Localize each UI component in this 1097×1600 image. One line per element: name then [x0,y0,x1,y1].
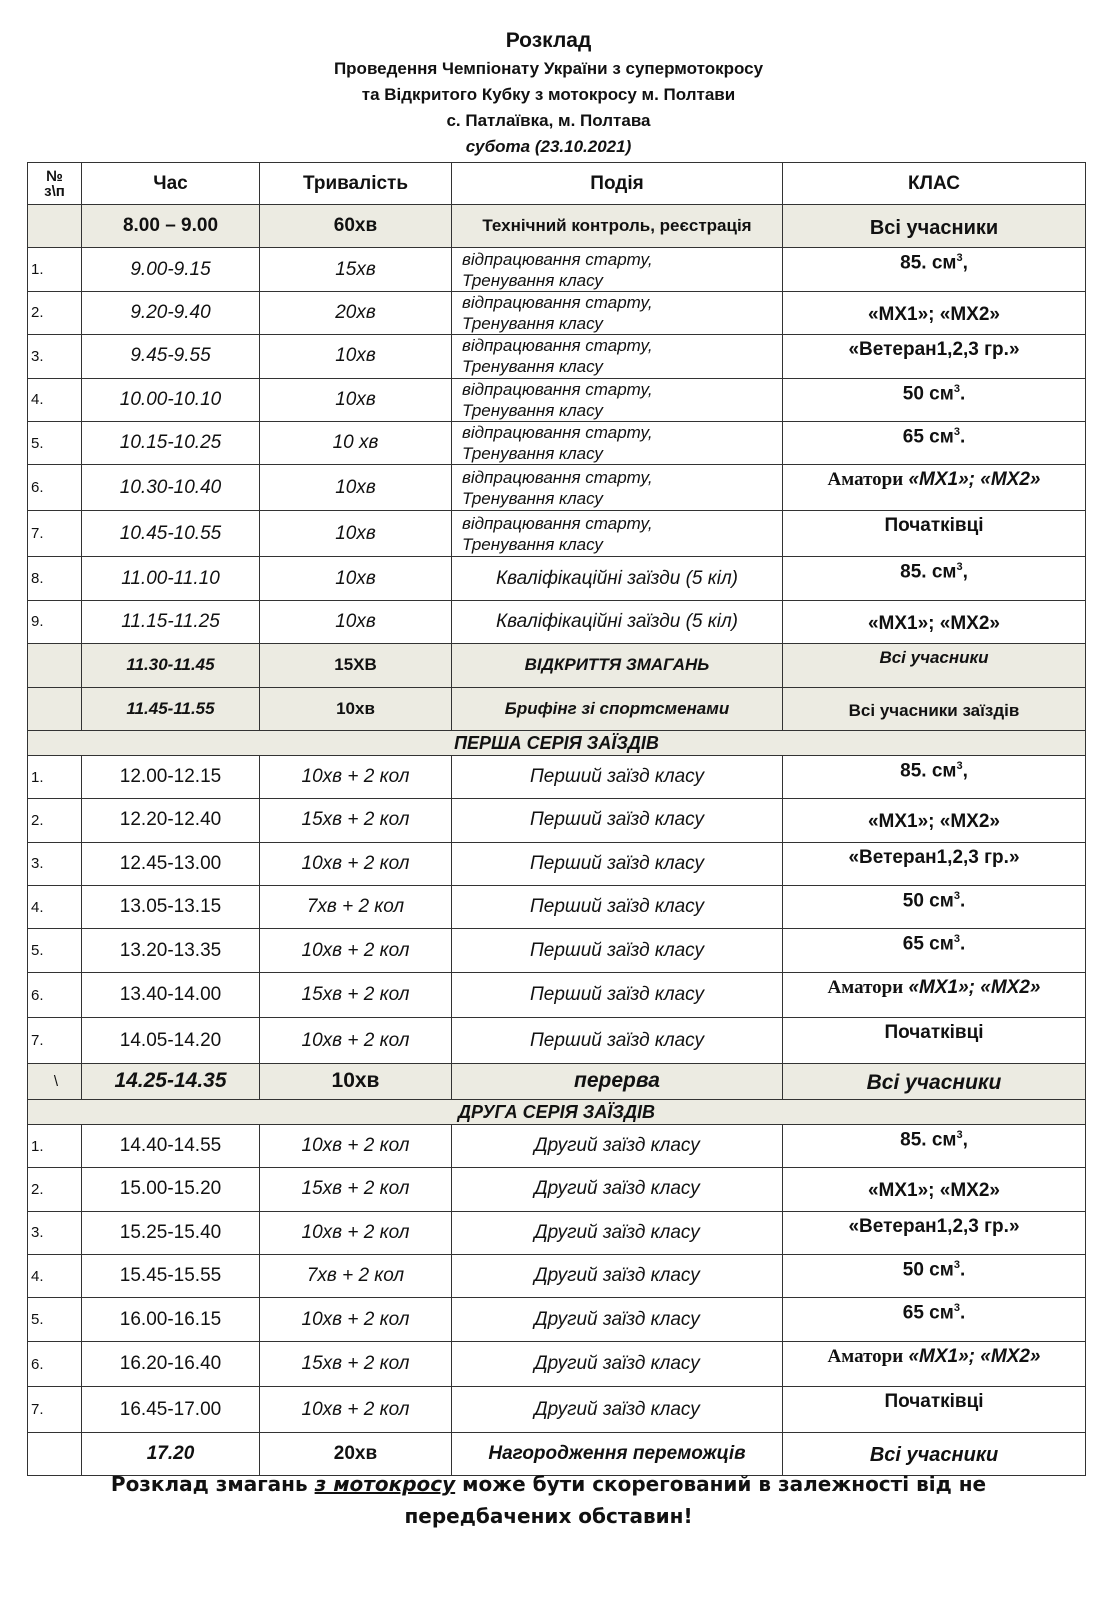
row-time: 13.40-14.00 [82,972,260,1018]
schedule-row [28,1211,1086,1254]
row-number [28,687,82,730]
row-event: Перший заїзд класу [452,972,783,1018]
class-label: Всі учасники [869,216,999,239]
row-number: 6. [28,1341,82,1387]
column-header-number [28,163,82,205]
class-cell [783,335,1086,378]
class-cell [783,1387,1086,1433]
header-line-3: с. Патлаївка, м. Полтава [446,111,651,130]
row-event: Перший заїзд класу [452,929,783,972]
schedule-row [28,291,1086,334]
class-suffix: , [962,760,968,782]
row-number: 2. [28,291,82,334]
row-number: 7. [28,511,82,557]
row-time: 16.00-16.15 [82,1298,260,1341]
class-superscript: 3 [956,252,963,265]
row-time: 11.15-11.25 [82,600,260,643]
row-number: 3. [28,842,82,885]
class-suffix: , [962,561,968,583]
class-label: 65 см [902,933,954,955]
class-label: 65 см [902,1302,954,1324]
class-suffix: . [959,426,966,448]
row-event: Технічний контроль, реєстрація [452,205,783,248]
row-duration: 10хв [260,378,452,421]
row-number: 6. [28,465,82,511]
row-duration: 10хв [260,511,452,557]
row-event [452,421,783,464]
break-row [28,1063,1086,1099]
class-suffix: , [962,1129,968,1151]
row-duration: 10хв + 2 кол [260,929,452,972]
row-time: 12.00-12.15 [82,755,260,798]
event-line-1: відпрацювання старту, [462,467,653,487]
row-duration: 20хв [260,291,452,334]
row-event: Кваліфікаційні заїзди (5 кіл) [452,600,783,643]
row-event [452,248,783,291]
schedule-row [28,1168,1086,1211]
schedule-row [28,1387,1086,1433]
class-label: Початківці [884,515,984,537]
class-label: Початківці [884,1022,984,1044]
event-line-2: Тренування класу [462,444,603,464]
event-line-2: Тренування класу [462,270,603,290]
row-event: Другий заїзд класу [452,1255,783,1298]
row-event: ВІДКРИТТЯ ЗМАГАНЬ [452,644,783,687]
row-duration: 10хв + 2 кол [260,1018,452,1064]
row-duration: 10хв [260,600,452,643]
class-label: Всі учасники [879,648,989,668]
class-cell [783,421,1086,464]
class-cell [783,1124,1086,1167]
header-line-1: Проведення Чемпіонату України з супермотокросу [333,59,764,78]
class-superscript: 3 [953,933,960,946]
schedule-row [28,972,1086,1018]
class-label: 65 см [902,426,954,448]
class-cell [783,799,1086,842]
class-label: 50 см [902,890,954,912]
class-label: 85. см [900,760,957,782]
event-line-2: Тренування класу [462,534,603,554]
class-amateur-label: Аматори [827,1345,904,1367]
event-line-1: відпрацювання старту, [462,249,653,269]
column-header-time: Час [82,163,260,205]
row-time: 17.20 [82,1432,260,1475]
row-number: 3. [28,1211,82,1254]
row-event: Другий заїзд класу [452,1168,783,1211]
row-event: Перший заїзд класу [452,755,783,798]
class-cell: Всі учасники [783,1432,1086,1475]
row-event: Другий заїзд класу [452,1124,783,1167]
class-cell [783,929,1086,972]
event-line-2: Тренування класу [462,313,603,333]
row-number: 8. [28,557,82,600]
schedule-row [28,465,1086,511]
class-amateur-value: «МХ1»; «МХ2» [908,976,1041,998]
class-superscript: 3 [953,1302,960,1315]
row-time: 12.20-12.40 [82,799,260,842]
class-cell [783,1255,1086,1298]
schedule-row [28,687,1086,730]
class-suffix: . [959,1259,966,1281]
schedule-row [28,600,1086,643]
class-superscript: 3 [953,1259,960,1272]
class-label: «Ветеран1,2,3 гр.» [848,846,1020,868]
event-line-1: відпрацювання старту, [462,513,653,533]
row-time: 16.20-16.40 [82,1341,260,1387]
class-superscript: 3 [953,425,960,438]
row-number: 9. [28,600,82,643]
class-cell: Всі учасники [783,1063,1086,1099]
class-amateur-value: «МХ1»; «МХ2» [908,469,1041,491]
row-event: Перший заїзд класу [452,886,783,929]
class-cell [783,511,1086,557]
row-number: 1. [28,1124,82,1167]
row-event [452,511,783,557]
row-number: 7. [28,1387,82,1433]
row-event: Другий заїзд класу [452,1298,783,1341]
schedule-table [27,162,1086,1476]
row-duration: 10хв [260,1063,452,1099]
row-time: 12.45-13.00 [82,842,260,885]
series-header-row [28,730,1086,755]
event-line-1: відпрацювання старту, [462,423,653,443]
row-time: 11.00-11.10 [82,557,260,600]
row-time: 16.45-17.00 [82,1387,260,1433]
row-duration: 7хв + 2 кол [260,886,452,929]
class-label: «МХ1»; «МХ2» [867,612,1000,634]
row-number: 4. [28,1255,82,1298]
row-event: Перший заїзд класу [452,842,783,885]
class-cell [783,842,1086,885]
header-line-2: та Відкритого Кубку з мотокросу м. Полтави [361,85,736,104]
class-cell [783,291,1086,334]
class-cell [783,465,1086,511]
column-header-event: Подія [452,163,783,205]
footnote-emphasis: з мотокросу [314,1472,456,1496]
header-date: субота (23.10.2021) [465,137,632,156]
class-cell [783,600,1086,643]
row-duration: 10хв + 2 кол [260,1387,452,1433]
number-header-symbol: № [46,167,63,185]
row-time: 15.25-15.40 [82,1211,260,1254]
row-duration: 15хв + 2 кол [260,1341,452,1387]
schedule-row [28,644,1086,687]
class-suffix: . [959,933,966,955]
row-number: 5. [28,421,82,464]
class-cell [783,557,1086,600]
row-duration: 15хв + 2 кол [260,972,452,1018]
schedule-row [28,929,1086,972]
class-cell [783,972,1086,1018]
row-number: 4. [28,886,82,929]
class-cell [783,1341,1086,1387]
event-line-1: відпрацювання старту, [462,336,653,356]
footnote-text-end: може бути скорегований в залежності від не [462,1472,987,1496]
row-time: 10.15-10.25 [82,421,260,464]
row-event [452,291,783,334]
row-number: 2. [28,1168,82,1211]
footnote-line-1 [0,1468,1097,1500]
class-cell [783,1018,1086,1064]
class-cell [783,1211,1086,1254]
class-label: «МХ1»; «МХ2» [867,811,1000,833]
row-time: 15.00-15.20 [82,1168,260,1211]
class-superscript: 3 [956,561,963,574]
class-label: 85. см [900,1129,957,1151]
class-label: 50 см [902,1259,954,1281]
row-duration: 10хв + 2 кол [260,1298,452,1341]
row-duration: 20хв [260,1432,452,1475]
row-event: Другий заїзд класу [452,1387,783,1433]
class-cell [783,205,1086,248]
class-label: Початківці [884,1391,984,1413]
schedule-row [28,557,1086,600]
schedule-body [28,205,1086,1476]
column-header-class: КЛАС [783,163,1086,205]
row-duration: 10 хв [260,421,452,464]
row-duration: 15хв [260,248,452,291]
row-number [28,644,82,687]
class-label: «Ветеран1,2,3 гр.» [848,1215,1020,1237]
row-duration: 15хв + 2 кол [260,1168,452,1211]
row-event [452,378,783,421]
row-duration: 10хв [260,335,452,378]
schedule-row [28,842,1086,885]
row-time: 9.00-9.15 [82,248,260,291]
row-time: 9.45-9.55 [82,335,260,378]
schedule-row [28,1298,1086,1341]
row-number: 1. [28,755,82,798]
row-time: 13.05-13.15 [82,886,260,929]
row-duration: 10хв [260,687,452,730]
class-cell [783,755,1086,798]
schedule-row [28,248,1086,291]
class-superscript: 3 [953,382,960,395]
class-label: «МХ1»; «МХ2» [867,1180,1000,1202]
class-suffix: . [959,382,966,404]
series-header-row [28,1099,1086,1124]
schedule-row [28,886,1086,929]
row-time: 14.40-14.55 [82,1124,260,1167]
row-event [452,335,783,378]
class-cell [783,886,1086,929]
row-event: Нагородження переможців [452,1432,783,1475]
class-amateur-label: Аматори [827,976,904,998]
class-suffix: . [959,1302,966,1324]
row-event [452,465,783,511]
row-event: Кваліфікаційні заїзди (5 кіл) [452,557,783,600]
class-suffix: , [962,252,968,274]
class-cell [783,687,1086,730]
row-duration: 10хв + 2 кол [260,755,452,798]
row-event: Брифінг зі спортсменами [452,687,783,730]
row-number: 3. [28,335,82,378]
event-line-1: відпрацювання старту, [462,292,653,312]
class-label: 50 см [902,382,954,404]
row-duration: 7хв + 2 кол [260,1255,452,1298]
schedule-row [28,335,1086,378]
row-number [28,205,82,248]
row-number: 2. [28,799,82,842]
row-number: 1. [28,248,82,291]
class-cell [783,1168,1086,1211]
schedule-row [28,1018,1086,1064]
event-line-2: Тренування класу [462,488,603,508]
row-duration: 15ХВ [260,644,452,687]
row-number: 5. [28,1298,82,1341]
row-event: Другий заїзд класу [452,1341,783,1387]
schedule-row [28,1341,1086,1387]
footnote-line-2: передбачених обставин! [404,1504,693,1528]
row-number: 5. [28,929,82,972]
document-title: Розклад [505,29,592,52]
schedule-row [28,1255,1086,1298]
row-time: 11.30-11.45 [82,644,260,687]
row-time: 10.45-10.55 [82,511,260,557]
schedule-row [28,1124,1086,1167]
row-event: Перший заїзд класу [452,1018,783,1064]
row-time: 8.00 – 9.00 [82,205,260,248]
footnote-text-start: Розклад змагань [110,1472,308,1496]
class-amateur-value: «МХ1»; «МХ2» [908,1345,1041,1367]
row-duration: 10хв + 2 кол [260,1211,452,1254]
row-time: 13.20-13.35 [82,929,260,972]
event-line-2: Тренування класу [462,400,603,420]
event-line-2: Тренування класу [462,357,603,377]
class-superscript: 3 [956,1128,963,1141]
row-number: 6. [28,972,82,1018]
class-cell [783,248,1086,291]
class-superscript: 3 [953,890,960,903]
class-superscript: 3 [956,759,963,772]
schedule-row [28,205,1086,248]
row-event: перерва [452,1063,783,1099]
class-label: «Ветеран1,2,3 гр.» [848,339,1020,361]
row-event: Перший заїзд класу [452,799,783,842]
column-header-duration: Тривалість [260,163,452,205]
row-duration: 60хв [260,205,452,248]
class-cell [783,644,1086,687]
class-suffix: . [959,890,966,912]
row-time: 10.00-10.10 [82,378,260,421]
schedule-row [28,378,1086,421]
row-number: \ [28,1063,82,1099]
row-time: 15.45-15.55 [82,1255,260,1298]
row-time: 14.25-14.35 [82,1063,260,1099]
table-header-row [28,163,1086,205]
class-cell [783,1298,1086,1341]
row-time: 14.05-14.20 [82,1018,260,1064]
schedule-row [28,511,1086,557]
class-label: 85. см [900,561,957,583]
row-duration: 10хв + 2 кол [260,1124,452,1167]
event-line-1: відпрацювання старту, [462,379,653,399]
row-time: 9.20-9.40 [82,291,260,334]
class-label: «МХ1»; «МХ2» [867,303,1000,325]
row-time: 10.30-10.40 [82,465,260,511]
class-label: 85. см [900,252,957,274]
row-duration: 10хв [260,557,452,600]
row-duration: 15хв + 2 кол [260,799,452,842]
class-amateur-label: Аматори [827,469,904,491]
schedule-row [28,421,1086,464]
row-number: 7. [28,1018,82,1064]
schedule-footnote [0,1468,1097,1532]
series-title: ПЕРША СЕРІЯ ЗАЇЗДІВ [28,730,1086,755]
series-title: ДРУГА СЕРІЯ ЗАЇЗДІВ [28,1099,1086,1124]
class-label: Всі учасники заїздів [848,700,1020,720]
class-cell [783,378,1086,421]
schedule-row [28,755,1086,798]
row-time: 11.45-11.55 [82,687,260,730]
number-header-abbrev: з\п [44,182,65,200]
row-duration: 10хв + 2 кол [260,842,452,885]
row-number: 4. [28,378,82,421]
row-duration: 10хв [260,465,452,511]
document-header [0,26,1097,160]
row-event: Другий заїзд класу [452,1211,783,1254]
schedule-row [28,799,1086,842]
